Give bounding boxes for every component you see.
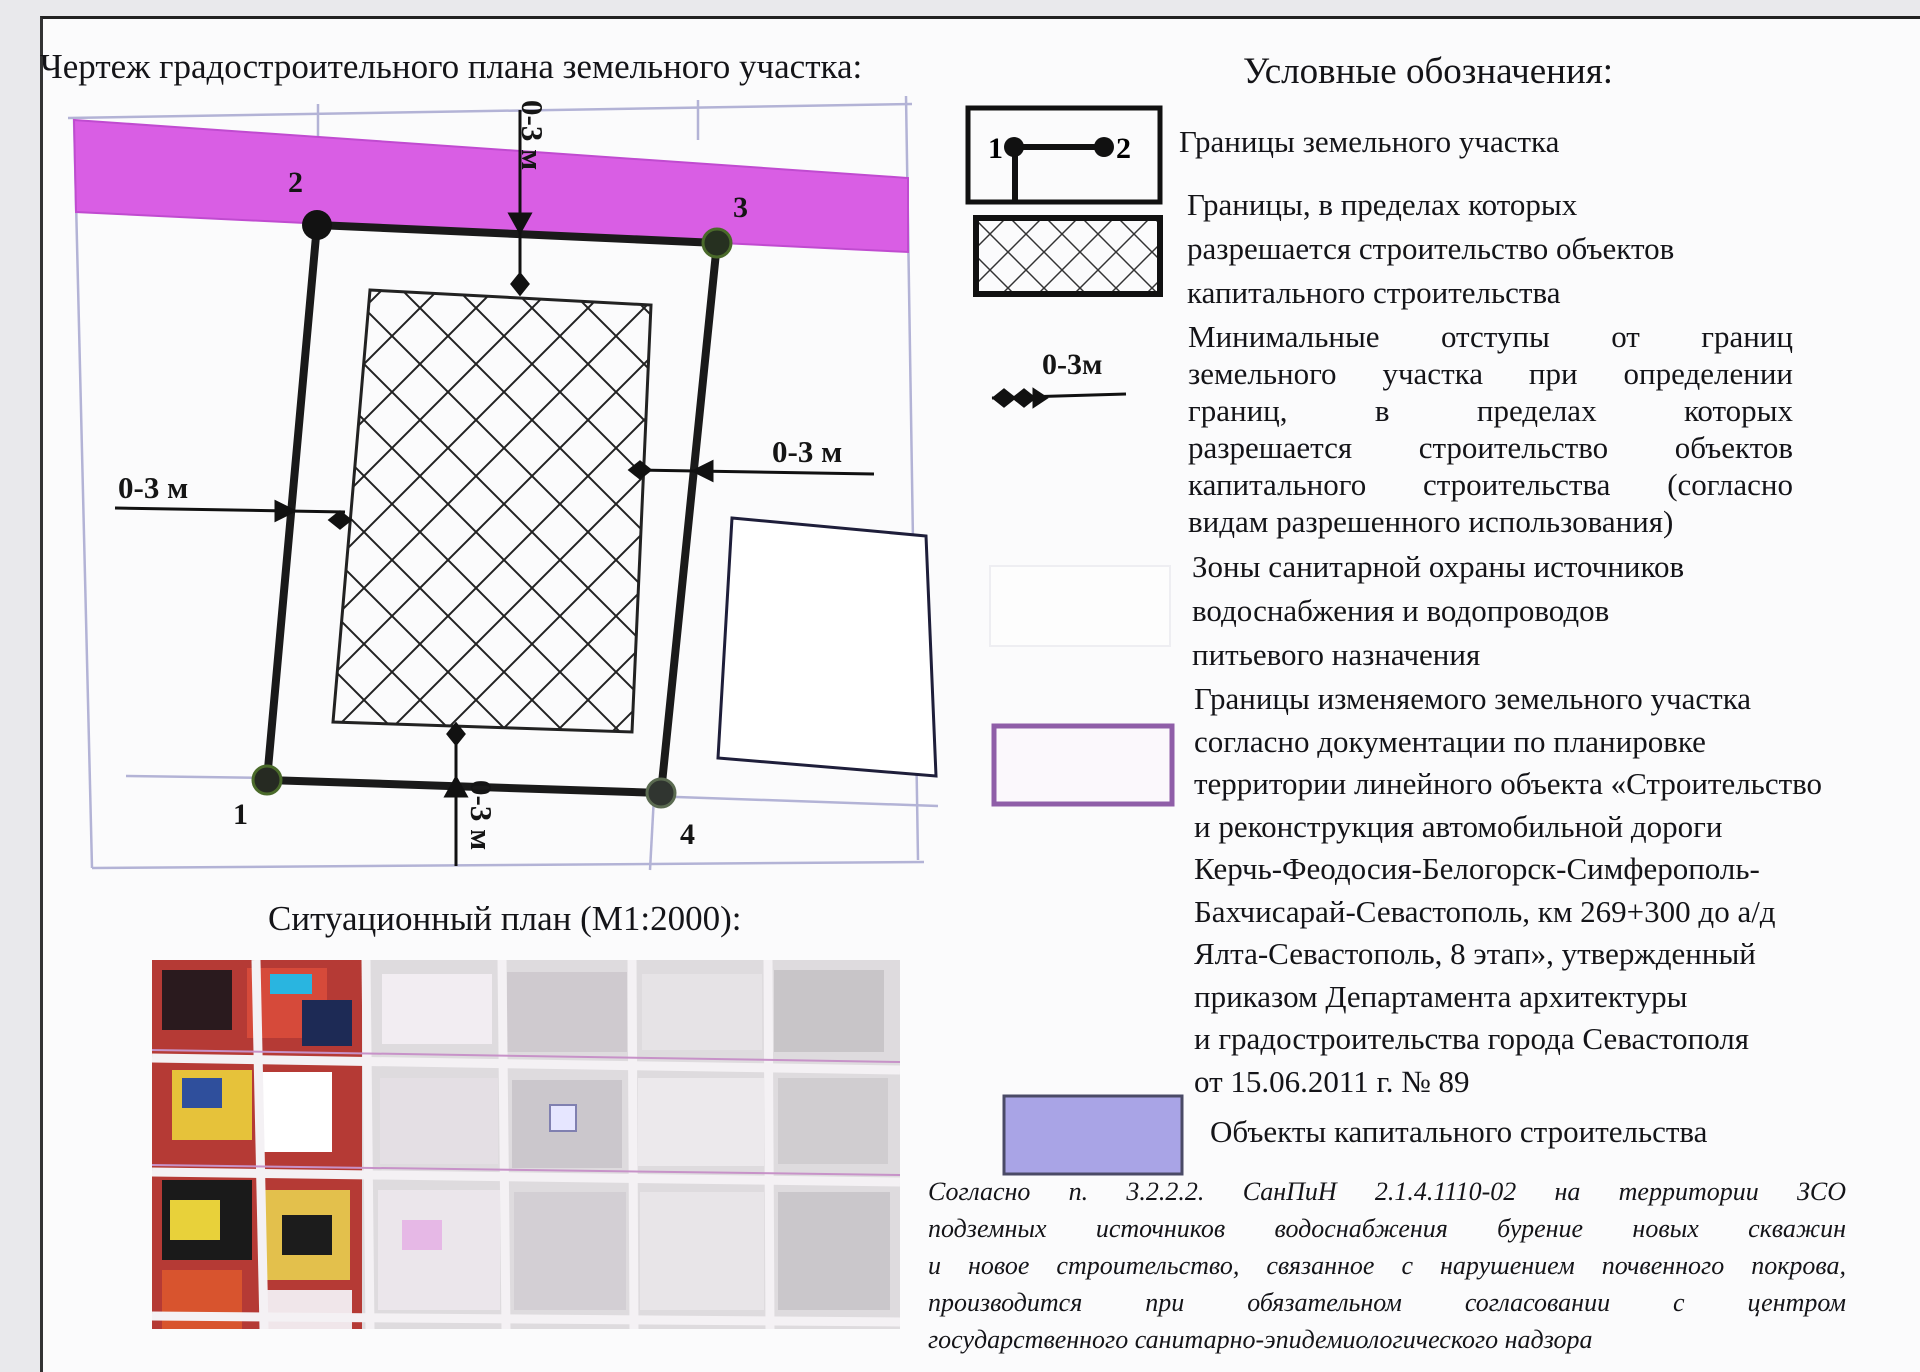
legend-sanitary-line: питьевого назначения: [1192, 637, 1481, 672]
legend-changed-line: и градостроительства города Севастополя: [1194, 1021, 1750, 1056]
legend-build-zone-symbol: [976, 218, 1160, 294]
legend-capital-objects-symbol: [1004, 1096, 1182, 1174]
point-label-1: 1: [233, 798, 248, 831]
legend-setback-line: границ, в пределах которых: [1188, 393, 1793, 428]
legend-setback-text: [1188, 318, 1793, 540]
legend-sanitary-line: Зоны санитарной охраны источников: [1192, 549, 1685, 584]
situation-plan-title: Ситуационный план (М1:2000):: [268, 899, 742, 938]
legend-setback-line: видам разрешенного использования): [1188, 504, 1674, 539]
legend-changed-line: от 15.06.2011 г. № 89: [1194, 1063, 1470, 1099]
legend-symbol-label-2: 2: [1116, 132, 1131, 165]
legend-changed-line: приказом Департамента архитектуры: [1194, 978, 1688, 1014]
legend-sanitary-line: водоснабжения и водопроводов: [1192, 593, 1610, 628]
legend-setback-symbol: [992, 390, 1126, 406]
point-3-marker: [703, 229, 731, 257]
legend-setback-line: разрешается строительство объектов: [1188, 430, 1793, 465]
legend-setback-symbol-label: 0-3м: [1042, 348, 1103, 381]
legend-boundary-line: Границы земельного участка: [1179, 124, 1560, 159]
legend-changed-line: Бахчисарай-Севастополь, км 269+300 до а/д: [1194, 893, 1776, 929]
note-line: государственного санитарно-эпидемиологического надзора: [928, 1325, 1593, 1354]
note-line: Согласно п. 3.2.2.2. СанПиН 2.1.4.1110-02 на территории ЗСО: [928, 1177, 1846, 1206]
build-zone-hatched: [333, 290, 651, 732]
legend-boundary-text: [1179, 120, 1559, 164]
legend-capital-objects-line: Объекты капитального строительства: [1210, 1114, 1708, 1149]
situation-plan-image: [152, 960, 900, 1329]
legend-changed-line: согласно документации по планировке: [1194, 723, 1706, 759]
legend-changed-line: Керчь-Феодосия-Белогорск-Симферополь-: [1194, 851, 1760, 886]
setback-label-bottom: 0-3 м: [464, 780, 499, 851]
point-4-marker: [647, 779, 675, 807]
legend-build-zone-line: Границы, в пределах которых: [1187, 187, 1578, 222]
legend-setback-line: капитального строительства (согласно: [1188, 467, 1793, 502]
note-line: подземных источников водоснабжения бурение новых скважин: [928, 1214, 1846, 1243]
point-label-3: 3: [733, 191, 748, 224]
sanitary-note: [928, 1173, 1846, 1358]
legend-setback-line: земельного участка при определении: [1188, 356, 1793, 391]
legend-title: Условные обозначения:: [1243, 51, 1614, 92]
setback-label-left: 0-3 м: [118, 470, 189, 505]
legend-sanitary-zone-symbol: [990, 566, 1170, 646]
point-label-2: 2: [288, 166, 303, 199]
legend-build-zone-text: [1187, 183, 1674, 315]
setback-label-right: 0-3 м: [772, 434, 843, 469]
legend-sanitary-text: [1192, 545, 1684, 677]
point-label-4: 4: [680, 818, 695, 851]
note-line: производится при обязательном согласовании с центром: [928, 1288, 1846, 1317]
setback-label-top: 0-3 м: [515, 100, 550, 171]
adjacent-plot: [718, 518, 936, 776]
drawing-title: Чертеж градостроительного плана земельного участка:: [40, 47, 863, 86]
note-line: и новое строительство, связанное с нарушением почвенного покрова,: [928, 1251, 1846, 1280]
legend-symbol-label-1: 1: [988, 132, 1003, 165]
legend-changed-line: Границы изменяемого земельного участка: [1194, 681, 1752, 716]
legend-setback-line: Минимальные отступы от границ: [1188, 319, 1793, 354]
legend-boundary-symbol: [968, 108, 1160, 202]
point-1-marker: [253, 766, 281, 794]
legend-changed-boundary-symbol: [994, 726, 1172, 804]
legend-changed-boundary-text: [1194, 678, 1822, 1103]
legend-changed-line: и реконструкция автомобильной дороги: [1194, 808, 1723, 844]
point-2-marker: [302, 210, 332, 240]
legend-build-zone-line: разрешается строительство объектов: [1187, 231, 1675, 266]
legend-changed-line: территории линейного объекта «Строительство: [1194, 766, 1823, 801]
legend-capital-objects-text: [1210, 1110, 1707, 1154]
legend-build-zone-line: капитального строительства: [1187, 275, 1561, 310]
legend-changed-line: Ялта-Севастополь, 8 этап», утвержденный: [1194, 936, 1756, 971]
